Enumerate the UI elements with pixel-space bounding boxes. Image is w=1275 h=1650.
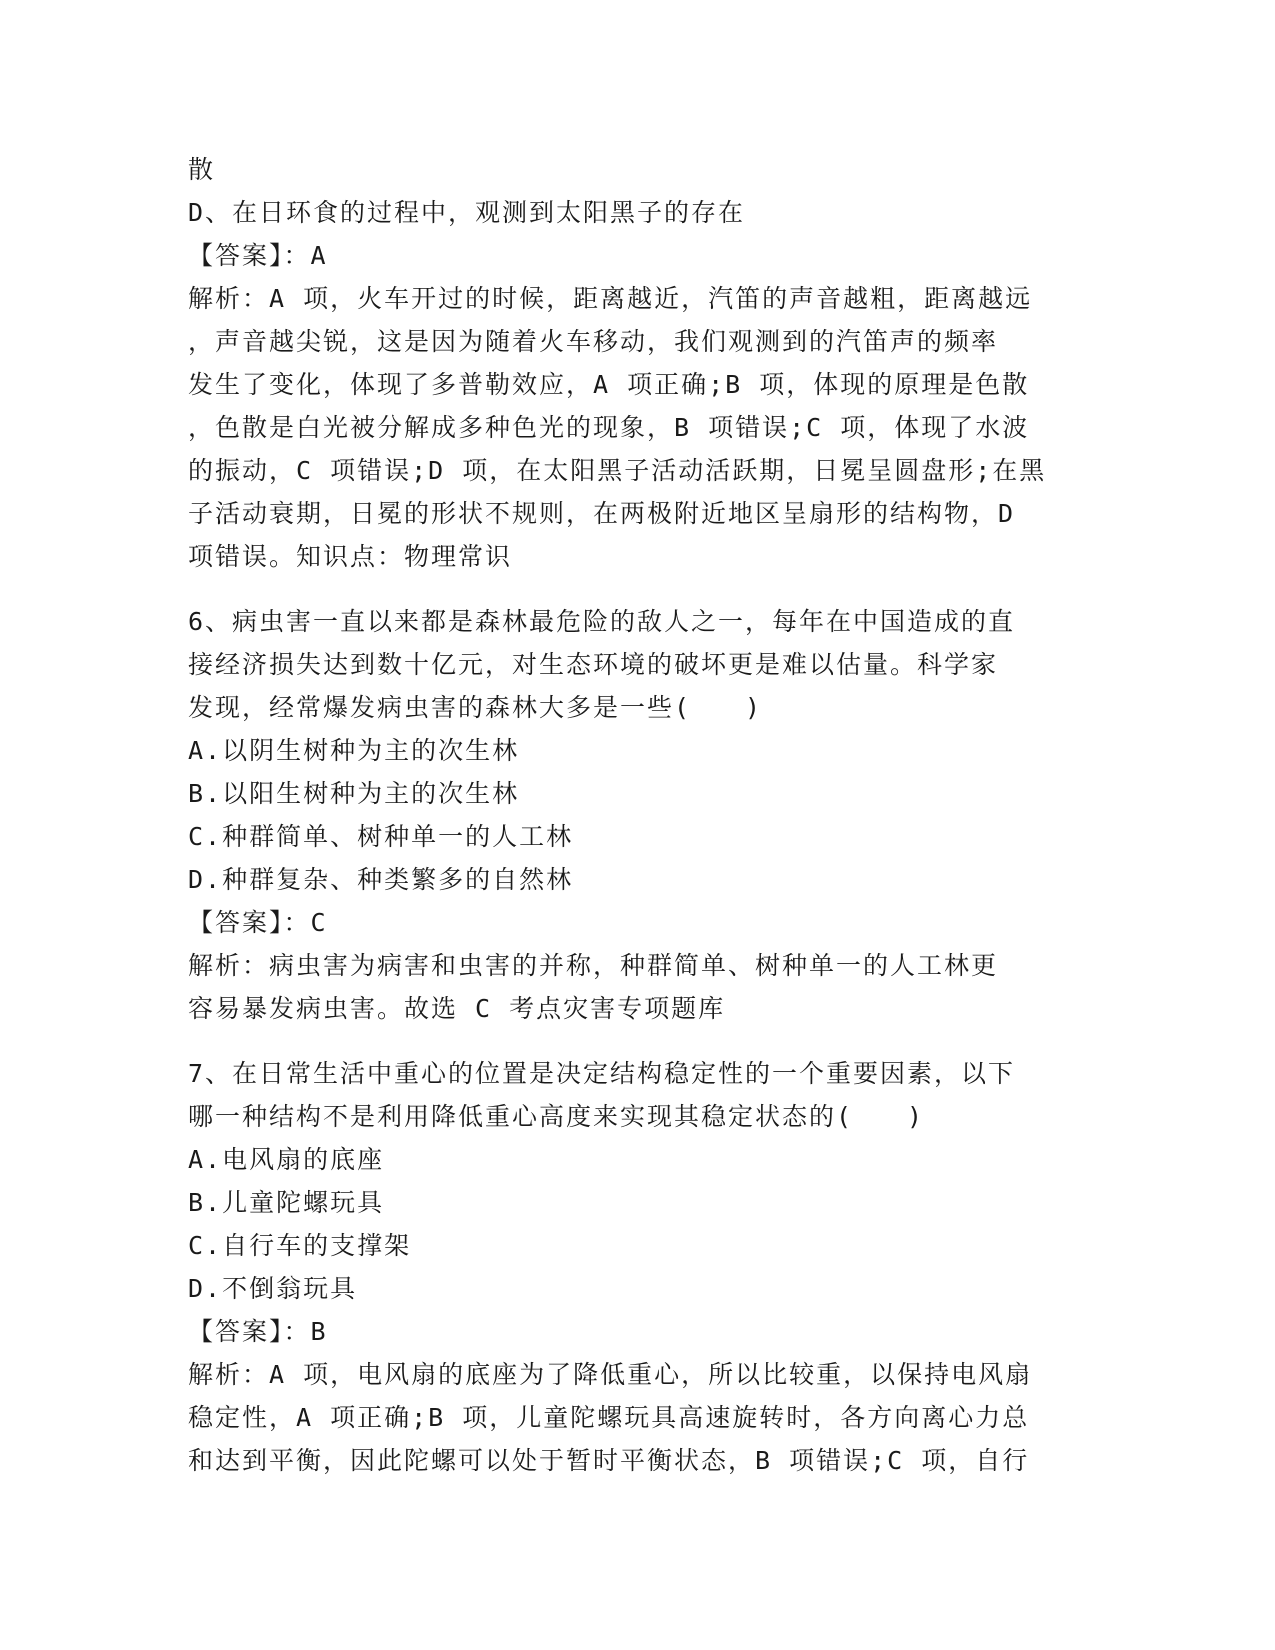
q6-option-c: C.种群简单、树种单一的人工林 xyxy=(188,822,574,851)
q6-analysis-line: 解析：病虫害为病害和虫害的并称，种群简单、树种单一的人工林更 xyxy=(188,951,999,980)
q6-stem-line: 接经济损失达到数十亿元，对生态环境的破坏更是难以估量。科学家 xyxy=(188,650,999,679)
q7-option-a: A.电风扇的底座 xyxy=(188,1145,385,1174)
paragraph-gap xyxy=(188,1030,1088,1052)
q6-analysis-line: 容易暴发病虫害。故选 C 考点灾害专项题库 xyxy=(188,994,726,1023)
q7-option-c: C.自行车的支撑架 xyxy=(188,1231,412,1260)
q6-option-a: A.以阴生树种为主的次生林 xyxy=(188,736,520,765)
q7-analysis-line: 和达到平衡，因此陀螺可以处于暂时平衡状态，B 项错误;C 项，自行 xyxy=(188,1446,1030,1475)
paragraph-gap xyxy=(188,578,1088,600)
q6-option-b: B.以阳生树种为主的次生林 xyxy=(188,779,520,808)
q5-analysis-line: ，声音越尖锐，这是因为随着火车移动，我们观测到的汽笛声的频率 xyxy=(188,327,999,356)
q7-stem-line: 哪一种结构不是利用降低重心高度来实现其稳定状态的( ) xyxy=(188,1102,925,1131)
q5-analysis-line: 发生了变化，体现了多普勒效应，A 项正确;B 项，体现的原理是色散 xyxy=(188,370,1030,399)
q5-answer: 【答案】：A xyxy=(188,241,328,270)
q5-analysis-line: ，色散是白光被分解成多种色光的现象，B 项错误;C 项，体现了水波 xyxy=(188,413,1030,442)
q5-analysis-line: 的振动，C 项错误;D 项，在太阳黑子活动活跃期，日冕呈圆盘形;在黑 xyxy=(188,456,1047,485)
q5-analysis-line: 子活动衰期，日冕的形状不规则，在两极附近地区呈扇形的结构物，D xyxy=(188,499,1016,528)
q7-analysis-line: 稳定性，A 项正确;B 项，儿童陀螺玩具高速旋转时，各方向离心力总 xyxy=(188,1403,1030,1432)
q5-option-d: D、在日环食的过程中，观测到太阳黑子的存在 xyxy=(188,198,746,227)
q5-analysis-line: 解析：A 项，火车开过的时候，距离越近，汽笛的声音越粗，距离越远 xyxy=(188,284,1033,313)
q6-stem-line: 6、病虫害一直以来都是森林最危险的敌人之一，每年在中国造成的直 xyxy=(188,607,1016,636)
q5-analysis-line: 项错误。知识点：物理常识 xyxy=(188,542,513,571)
q7-option-d: D.不倒翁玩具 xyxy=(188,1274,358,1303)
q6-stem-line: 发现，经常爆发病虫害的森林大多是一些( ) xyxy=(188,693,763,722)
q7-stem-line: 7、在日常生活中重心的位置是决定结构稳定性的一个重要因素，以下 xyxy=(188,1059,1016,1088)
q7-answer: 【答案】：B xyxy=(188,1317,328,1346)
q7-analysis-line: 解析：A 项，电风扇的底座为了降低重心，所以比较重，以保持电风扇 xyxy=(188,1360,1033,1389)
q6-option-d: D.种群复杂、种类繁多的自然林 xyxy=(188,865,574,894)
q6-answer: 【答案】：C xyxy=(188,908,328,937)
page-content xyxy=(188,148,1088,1482)
q7-option-b: B.儿童陀螺玩具 xyxy=(188,1188,385,1217)
q5-option-c-tail: 散 xyxy=(188,155,216,184)
